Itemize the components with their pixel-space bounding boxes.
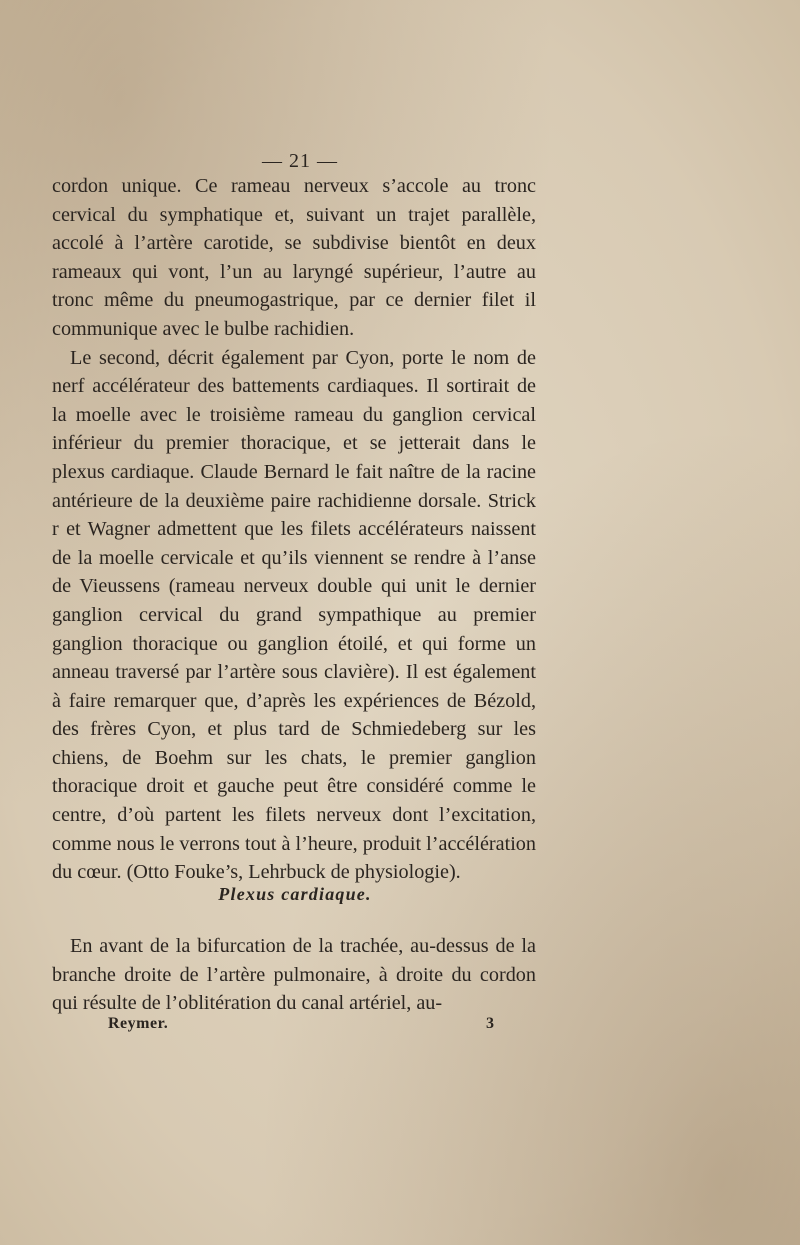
footer-signature: 3 — [486, 1015, 494, 1032]
section-text — [52, 932, 536, 1018]
footer-author: Reymer. — [108, 1015, 169, 1032]
paragraph-1: cordon unique. Ce rameau nerveux s’accole au tronc cervical du symphatique et, suivant un trajet parallèle, accolé à l’artère carotide, se subdivise bientôt en deux rameaux qui vont, l’un au laryngé supérieur, l’autre au tronc même du pneumogastrique, par ce dernier filet il communique avec le bulbe rachidien. — [52, 175, 536, 340]
paragraph-3: En avant de la bifurcation de la trachée, au-dessus de la branche droite de l’artère pulmonaire, à droite du cordon qui résulte de l’oblitération du canal artériel, au- — [52, 935, 536, 1015]
page-number: — 21 — — [262, 150, 338, 172]
section-heading: Plexus cardiaque. — [218, 884, 372, 904]
main-text — [52, 172, 536, 887]
paragraph-2: Le second, décrit également par Cyon, porte le nom de nerf accélérateur des battements cardiaques. Il sortirait de la moelle avec le troisième rameau du ganglion cervical inférieur du premier thoracique, et se jetterait dans le plexus cardiaque. Claude Bernard le fait naître de la racine antérieure de la deuxième paire rachidienne dorsale. Strick r et Wagner admettent que les filets accélérateurs naissent de la moelle cervicale et qu’ils viennent se rendre à l’anse de Vieussens (rameau nerveux double qui unit le dernier ganglion cervical du grand sympathique au premier ganglion thoracique ou ganglion étoilé, et qui forme un anneau traversé par l’artère sous clavière). Il est également à faire remarquer que, d’après les expériences de Bézold, des frères Cyon, et plus tard de Schmiedeberg sur les chiens, de Boehm sur les chats, le premier ganglion thoracique droit et gauche peut être considéré comme le centre, d’où partent les filets nerveux dont l’excitation, comme nous le verrons tout à l’heure, produit l’accélération du cœur. (Otto Fouke’s, Lehrbuck de physiologie). — [52, 346, 536, 884]
